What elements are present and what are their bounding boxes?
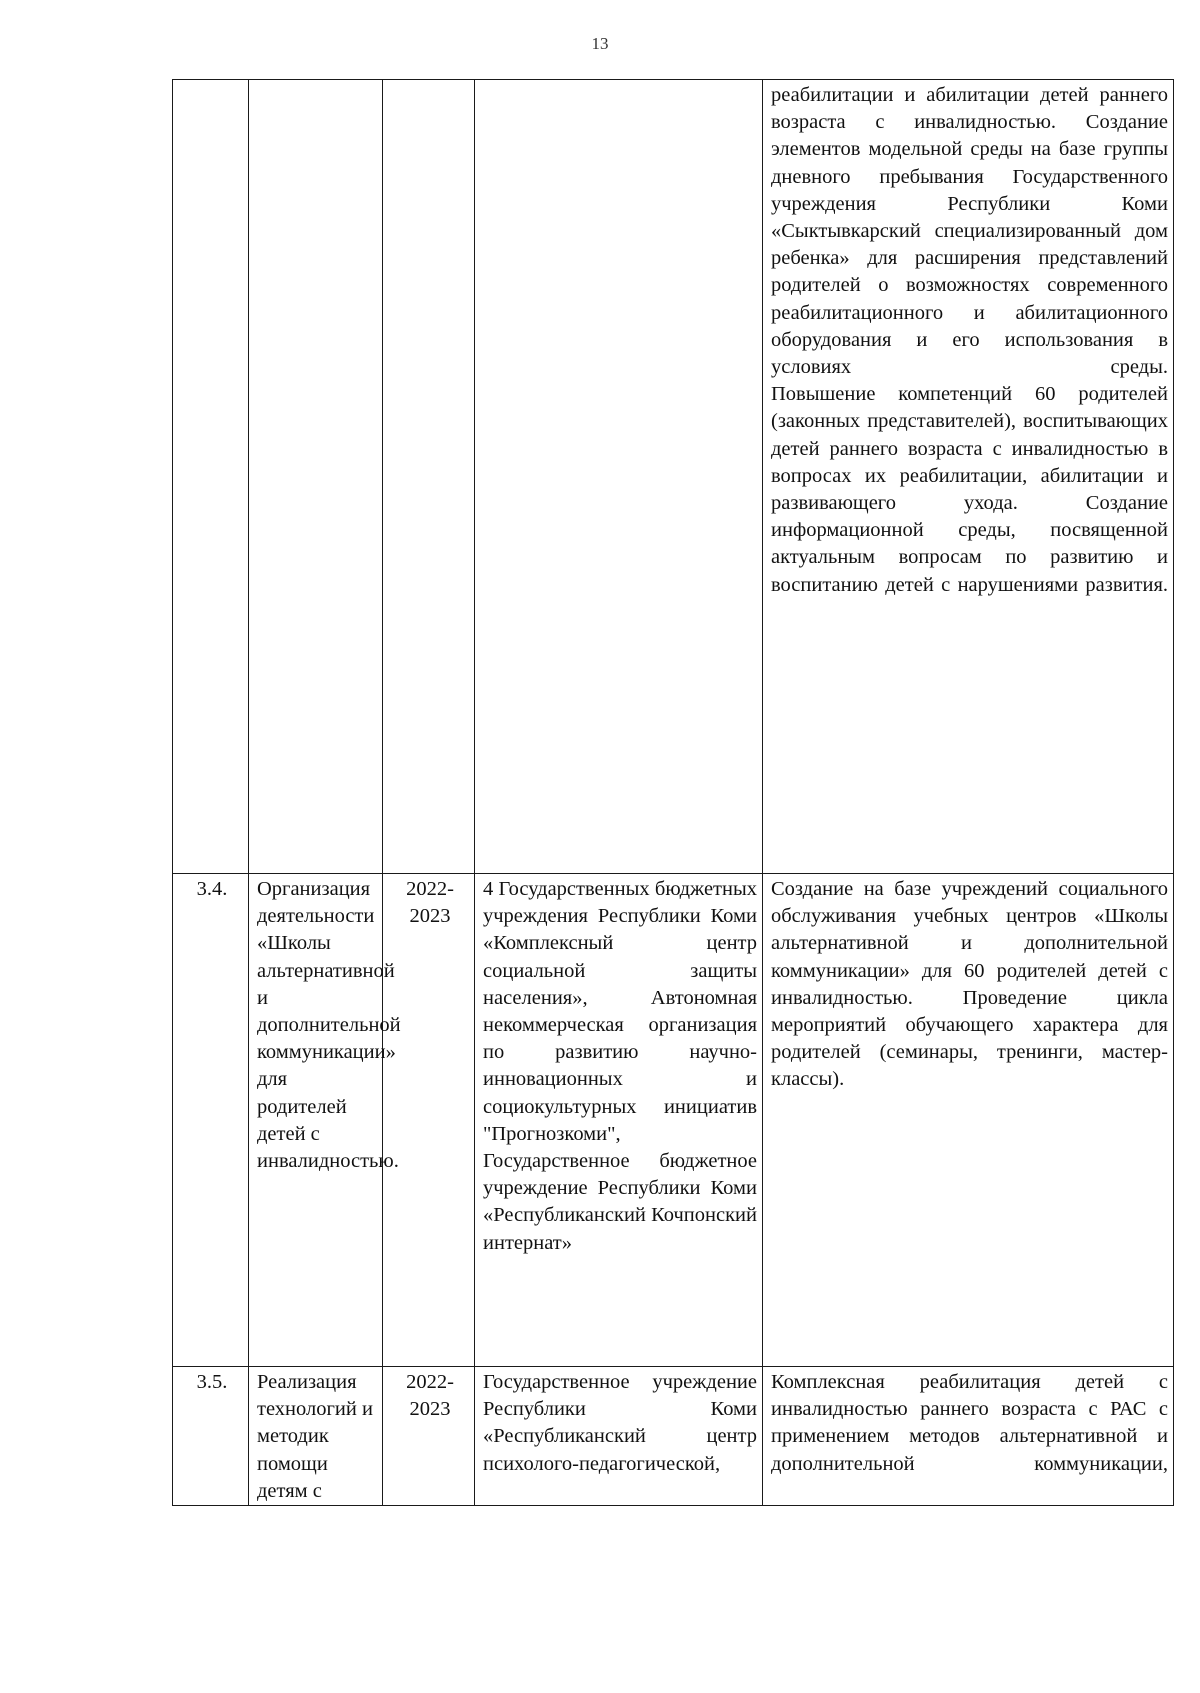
activity-name-cell: Организация деятельности «Школы альтернативной и дополнительной коммуникации» для родителей детей с инвалидностью.	[249, 874, 383, 1367]
period-cell: 2022-2023	[383, 1367, 475, 1506]
table-row	[173, 874, 1174, 1367]
result-paragraph: Комплексная реабилитация детей с инвалидностью раннего возраста с РАС с применением методов альтернативной и дополнительной коммуникации,	[771, 1371, 1168, 1475]
result-paragraph: Создание на базе учреждений социального обслуживания учебных центров «Школы альтернативной и дополнительной коммуникации» для 60 родителей детей с инвалидностью. Проведение цикла мероприятий обучающего характера для родителей (семинары, тренинги, мастер-классы).	[771, 878, 1168, 1091]
table-row	[173, 80, 1174, 874]
period-cell	[383, 80, 475, 874]
result-cell	[763, 874, 1174, 1367]
activity-name-cell: Реализация технологий и методик помощи детям с	[249, 1367, 383, 1506]
result-cell	[763, 80, 1174, 874]
executors-cell: 4 Государственных бюджетных учреждения Республики Коми «Комплексный центр социальной защиты населения», Автономная некоммерческая организация по развитию научно-инновационных и социокультурных инициатив "Прогнозкоми", Государственное бюджетное учреждение Республики Коми «Республиканский Кочпонский интернат»	[475, 874, 763, 1367]
row-number-cell: 3.4.	[173, 874, 249, 1367]
result-cell	[763, 1367, 1174, 1506]
result-paragraph: Повышение компетенций 60 родителей (законных представителей), воспитывающих детей раннего возраста с инвалидностью в вопросах их реабилитации, абилитации и развивающего ухода. Создание информационной среды, посвященной актуальным вопросам по развитию и воспитанию детей с нарушениями развития.	[771, 383, 1168, 596]
table-row	[173, 1367, 1174, 1506]
result-paragraph: реабилитации и абилитации детей раннего возраста с инвалидностью. Создание элементов модельной среды на базе группы дневного пребывания Государственного учреждения Республики Коми «Сыктывкарский специализированный дом ребенка» для расширения представлений родителей о возможностях современного реабилитационного и абилитационного оборудования и его использования в условиях среды.	[771, 84, 1168, 379]
row-number-cell	[173, 80, 249, 874]
row-number-cell: 3.5.	[173, 1367, 249, 1506]
period-cell: 2022-2023	[383, 874, 475, 1367]
program-activities-table	[172, 79, 1174, 1506]
executors-cell: Государственное учреждение Республики Коми «Республиканский центр психолого-педагогической,	[475, 1367, 763, 1506]
page-number: 13	[591, 34, 609, 53]
executors-cell	[475, 80, 763, 874]
activity-name-cell	[249, 80, 383, 874]
